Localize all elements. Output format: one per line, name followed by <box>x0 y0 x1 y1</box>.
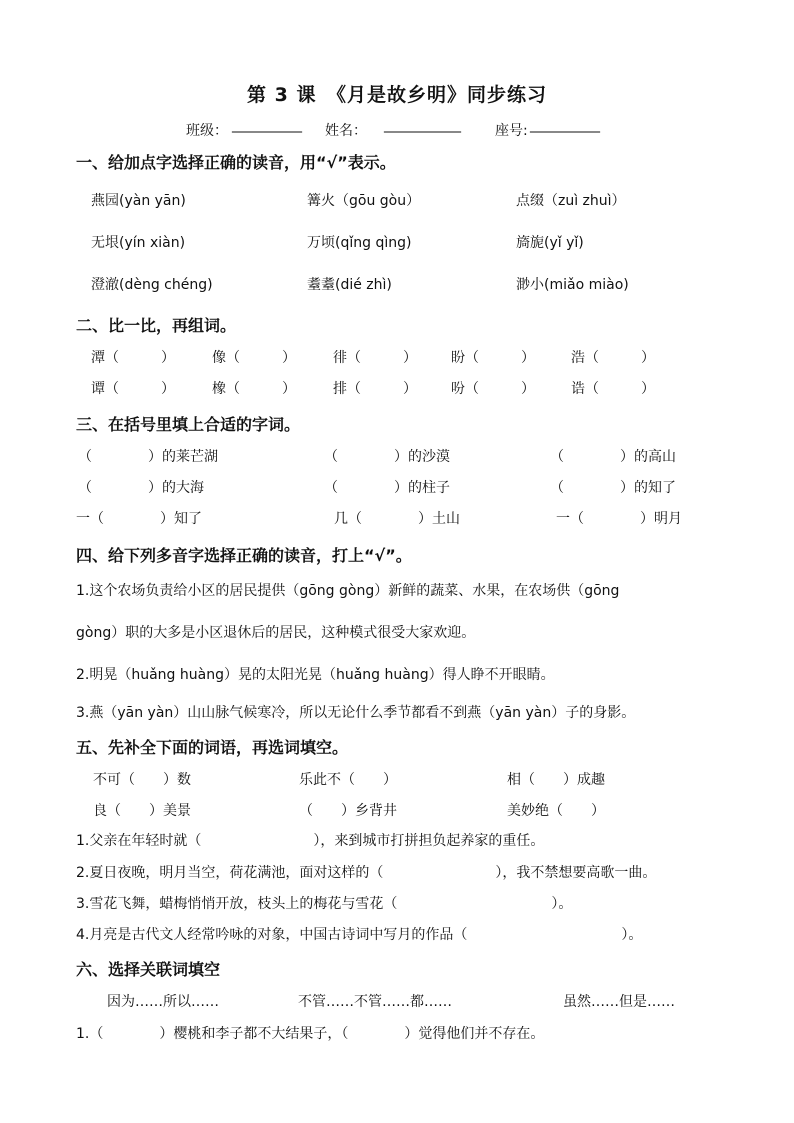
s2-item: 吩（ ） <box>451 381 535 397</box>
s6-option: 因为……所以…… <box>107 994 219 1010</box>
s5-line: 1.父亲在年轻时就（ ），来到城市打拼担负起养家的重任。 <box>76 833 545 849</box>
class-label: 班级： <box>186 123 228 139</box>
s1-item: 耋耋(dié zhì) <box>307 277 392 293</box>
s1-row <box>91 232 711 252</box>
s3-row <box>78 446 718 466</box>
s3-item: （ ）的莱芒湖 <box>78 449 218 465</box>
s1-row <box>91 274 711 294</box>
s1-item: 万顷(qǐng qìng) <box>307 235 412 251</box>
section-4-heading: 四、给下列多音字选择正确的读音，打上“√”。 <box>76 546 412 565</box>
class-field[interactable]: __________ <box>232 117 302 133</box>
s3-row <box>76 508 716 528</box>
s1-item: 篝火（gōu gòu） <box>307 193 421 209</box>
s2-item: 潭（ ） <box>91 350 175 366</box>
s6-option: 虽然……但是…… <box>563 994 675 1010</box>
seat-label: 座号: <box>495 123 528 139</box>
s3-item: （ ）的知了 <box>550 480 676 496</box>
s5-word: （ ）乡背井 <box>299 803 397 819</box>
s1-item: 无垠(yín xiàn) <box>91 235 186 251</box>
s5-word: 乐此不（ ） <box>299 772 397 788</box>
s2-item: 排（ ） <box>333 381 417 397</box>
section-1-heading: 一、给加点字选择正确的读音，用“√”表示。 <box>76 153 396 172</box>
s1-item: 点缀（zuì zhuì） <box>516 193 626 209</box>
s3-item: 几（ ）土山 <box>334 511 460 527</box>
s3-item: （ ）的沙漠 <box>324 449 450 465</box>
s5-line: 2.夏日夜晚，明月当空，荷花满池，面对这样的（ ），我不禁想要高歌一曲。 <box>76 865 657 881</box>
section-5-heading: 五、先补全下面的词语，再选词填空。 <box>76 738 349 757</box>
s2-item: 徘（ ） <box>333 350 417 366</box>
s2-item: 像（ ） <box>212 350 296 366</box>
s3-item: （ ）的大海 <box>78 480 204 496</box>
s6-line: 1.（ ）樱桃和李子都不大结果子，（ ）觉得他们并不存在。 <box>76 1026 545 1042</box>
s5-line: 4.月亮是古代文人经常吟咏的对象，中国古诗词中写月的作品（ ）。 <box>76 927 643 943</box>
s5-word: 不可（ ）数 <box>93 772 191 788</box>
s5-line: 3.雪花飞舞，蜡梅悄悄开放，枝头上的梅花与雪花（ ）。 <box>76 896 573 912</box>
s4-line: gòng）职的大多是小区退休后的居民，这种模式很受大家欢迎。 <box>76 625 476 641</box>
s3-item: （ ）的柱子 <box>324 480 450 496</box>
s5-word-row <box>93 800 713 820</box>
s2-item: 谭（ ） <box>91 381 175 397</box>
s5-word: 良（ ）美景 <box>93 803 191 819</box>
name-field[interactable]: ___________ <box>384 117 461 133</box>
s1-item: 渺小(miǎo miào) <box>516 277 629 293</box>
section-2-heading: 二、比一比，再组词。 <box>76 316 237 335</box>
s2-row <box>91 378 711 398</box>
s2-item: 诰（ ） <box>571 381 655 397</box>
s1-item: 旖旎(yǐ yǐ) <box>516 235 584 251</box>
s5-word: 美妙绝（ ） <box>507 803 605 819</box>
s2-row <box>91 347 711 367</box>
s4-line: 3.燕（yān yàn）山山脉气候寒冷，所以无论什么季节都看不到燕（yān yàn）子的身影。 <box>76 705 636 721</box>
s6-options <box>107 991 707 1011</box>
s2-item: 浩（ ） <box>571 350 655 366</box>
page-title: 第 3 课 《月是故乡明》同步练习 <box>247 84 547 106</box>
s1-row <box>91 190 711 210</box>
name-label: 姓名： <box>325 123 367 139</box>
s3-item: （ ）的高山 <box>550 449 676 465</box>
s4-line: 1.这个农场负责给小区的居民提供（gōng gòng）新鲜的蔬菜、水果，在农场供（gōng <box>76 583 620 599</box>
s5-word-row <box>93 769 713 789</box>
s3-row <box>78 477 718 497</box>
s2-item: 橡（ ） <box>212 381 296 397</box>
s6-option: 不管……不管……都…… <box>298 994 452 1010</box>
s1-item: 燕园(yàn yān) <box>91 193 186 209</box>
s1-item: 澄澈(dèng chéng) <box>91 277 213 293</box>
s3-item: 一（ ）知了 <box>76 511 202 527</box>
section-3-heading: 三、在括号里填上合适的字词。 <box>76 415 301 434</box>
seat-field[interactable]: __________ <box>530 117 600 133</box>
s3-item: 一（ ）明月 <box>556 511 682 527</box>
section-6-heading: 六、选择关联词填空 <box>76 960 221 979</box>
s2-item: 盼（ ） <box>451 350 535 366</box>
s5-word: 相（ ）成趣 <box>507 772 605 788</box>
s4-line: 2.明晃（huǎng huàng）晃的太阳光晃（huǎng huàng）得人睁不开眼睛。 <box>76 667 555 683</box>
